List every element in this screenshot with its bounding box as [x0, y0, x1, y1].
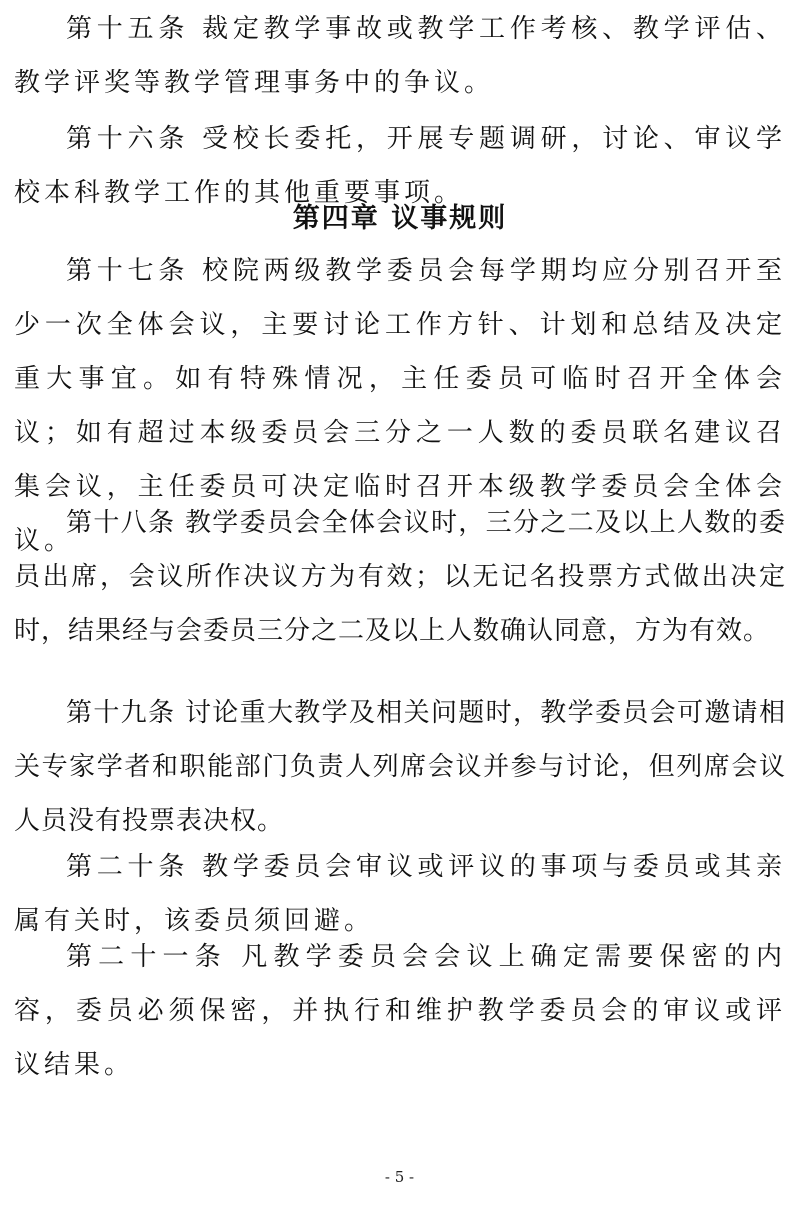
- page-number: - 5 -: [384, 1168, 415, 1186]
- article-21: 第二十一条 凡教学委员会会议上确定需要保密的内容，委员必须保密，并执行和维护教学委员会的审议或评议结果。: [14, 942, 786, 1080]
- article-18: 第十八条 教学委员会全体会议时，三分之二及以上人数的委员出席，会议所作决议方为有效；以无记名投票方式做出决定时，结果经与会委员三分之二及以上人数确认同意，方为有效。: [14, 508, 786, 646]
- article-17: 第十七条 校院两级教学委员会每学期均应分别召开至少一次全体会议，主要讨论工作方针、计划和总结及决定重大事宜。如有特殊情况，主任委员可临时召开全体会议；如有超过本级委员会三分之一人数的委员联名建议召集会议，主任委员可决定临时召开本级教学委员会全体会议。: [14, 256, 786, 556]
- article-15: 第十五条 裁定教学事故或教学工作考核、教学评估、教学评奖等教学管理事务中的争议。: [14, 14, 786, 98]
- chapter-heading: 第四章 议事规则: [292, 203, 508, 234]
- article-16: 第十六条 受校长委托，开展专题调研，讨论、审议学校本科教学工作的其他重要事项。: [14, 124, 786, 208]
- article-19: 第十九条 讨论重大教学及相关问题时，教学委员会可邀请相关专家学者和职能部门负责人列席会议并参与讨论，但列席会议人员没有投票表决权。: [14, 698, 786, 836]
- article-20: 第二十条 教学委员会审议或评议的事项与委员或其亲属有关时，该委员须回避。: [14, 852, 786, 936]
- document-page: [14, 0, 786, 1214]
